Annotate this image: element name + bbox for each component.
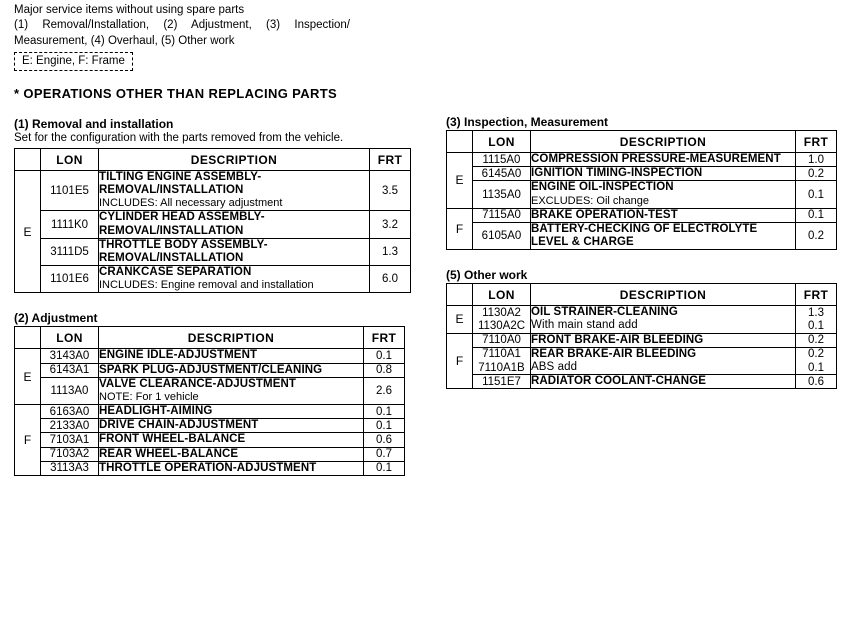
cell-description — [99, 171, 370, 211]
description-main: CYLINDER HEAD ASSEMBLY- REMOVAL/INSTALLATION — [99, 211, 265, 237]
cell-frt: 0.7 — [364, 447, 405, 461]
cell-lon: 1130A2 — [473, 306, 531, 320]
table-row — [15, 433, 405, 447]
cell-lon: 1101E6 — [41, 266, 99, 293]
cell-lon: 6143A1 — [41, 363, 99, 377]
table-header-row — [15, 149, 411, 171]
description-main: CRANKCASE SEPARATION — [99, 266, 252, 279]
column-header-frt: FRT — [796, 131, 837, 153]
table-adjustment — [14, 326, 405, 476]
table-row — [447, 222, 837, 249]
cell-description — [531, 347, 796, 361]
description-main: BRAKE OPERATION-TEST — [531, 208, 678, 221]
cell-description — [531, 153, 796, 167]
table-row — [447, 167, 837, 181]
column-header-group — [447, 284, 473, 306]
table-row — [15, 405, 405, 419]
cell-description — [531, 375, 796, 389]
cell-frt: 0.2 — [796, 167, 837, 181]
cell-frt: 1.3 — [796, 306, 837, 320]
cell-lon: 1135A0 — [473, 181, 531, 208]
cell-frt: 0.2 — [796, 333, 837, 347]
table-body — [15, 171, 411, 293]
description-main: THROTTLE BODY ASSEMBLY- REMOVAL/INSTALLATION — [99, 238, 268, 265]
description-main: FRONT BRAKE-AIR BLEEDING — [531, 333, 704, 346]
group-label-e: E — [15, 349, 41, 405]
cell-lon: 1111K0 — [41, 211, 99, 238]
cell-frt: 0.6 — [796, 375, 837, 389]
cell-description — [531, 167, 796, 181]
cell-lon: 6163A0 — [41, 405, 99, 419]
cell-frt: 0.1 — [364, 419, 405, 433]
description-note: EXCLUDES: Oil change — [531, 194, 649, 207]
table-row — [15, 171, 411, 211]
column-header-group — [15, 327, 41, 349]
cell-lon: 7103A1 — [41, 433, 99, 447]
description-main: FRONT WHEEL-BALANCE — [99, 433, 246, 446]
cell-lon: 7115A0 — [473, 208, 531, 222]
table-row — [447, 347, 837, 361]
column-header-description: DESCRIPTION — [99, 149, 370, 171]
description-main: IGNITION TIMING-INSPECTION — [531, 167, 703, 180]
cell-frt: 0.2 — [796, 347, 837, 361]
section-title-adjustment: (2) Adjustment — [14, 311, 98, 326]
table-row — [15, 266, 411, 293]
table-row — [447, 375, 837, 389]
cell-description — [531, 361, 796, 375]
table-other-work — [446, 283, 837, 389]
intro-block — [14, 3, 350, 71]
intro-line-1: Major service items without using spare parts — [14, 4, 245, 16]
right-column — [446, 115, 838, 389]
cell-lon: 1101E5 — [41, 171, 99, 211]
cell-frt: 0.1 — [796, 208, 837, 222]
description-note: INCLUDES: Engine removal and installation — [99, 279, 314, 292]
table-header-row — [447, 284, 837, 306]
description-note: NOTE: For 1 vehicle — [99, 391, 199, 404]
description-main: TILTING ENGINE ASSEMBLY- REMOVAL/INSTALLATION — [99, 171, 262, 197]
table-row — [15, 461, 405, 475]
group-label-f: F — [15, 405, 41, 476]
description-main: COMPRESSION PRESSURE-MEASUREMENT — [531, 153, 781, 165]
cell-frt: 0.1 — [364, 461, 405, 475]
cell-description — [99, 238, 370, 265]
cell-description — [531, 208, 796, 222]
left-column — [14, 117, 414, 476]
cell-description — [99, 377, 364, 404]
table-row — [15, 447, 405, 461]
intro-line-2: (1) Removal/Installation, (2) Adjustment, (3) Inspection/ — [14, 19, 350, 32]
cell-frt: 1.0 — [796, 153, 837, 167]
cell-description — [99, 461, 364, 475]
section-title-inspection: (3) Inspection, Measurement — [446, 115, 609, 129]
cell-frt: 0.1 — [796, 319, 837, 333]
description-main: SPARK PLUG-ADJUSTMENT/CLEANING — [99, 363, 323, 376]
table-header-row — [15, 327, 405, 349]
group-label-f: F — [447, 333, 473, 389]
cell-description — [531, 306, 796, 320]
cell-description — [99, 363, 364, 377]
description-main: HEADLIGHT-AIMING — [99, 405, 213, 418]
cell-lon: 3143A0 — [41, 349, 99, 363]
cell-description — [531, 333, 796, 347]
cell-frt: 6.0 — [370, 266, 411, 293]
description-main: THROTTLE OPERATION-ADJUSTMENT — [99, 461, 317, 474]
cell-lon: 1130A2C — [473, 319, 531, 333]
section-title-removal: (1) Removal and installation — [14, 117, 174, 131]
column-header-lon: LON — [41, 327, 99, 349]
table-row — [447, 319, 837, 333]
cell-frt: 0.2 — [796, 222, 837, 249]
table-row — [447, 361, 837, 375]
cell-lon: 1151E7 — [473, 375, 531, 389]
cell-frt: 0.1 — [796, 361, 837, 375]
column-header-description: DESCRIPTION — [531, 284, 796, 306]
cell-description — [99, 447, 364, 461]
description-note: INCLUDES: All necessary adjustment — [99, 197, 283, 210]
column-header-frt: FRT — [796, 284, 837, 306]
column-header-lon: LON — [473, 284, 531, 306]
table-row — [447, 208, 837, 222]
cell-description — [531, 181, 796, 208]
cell-frt: 2.6 — [364, 377, 405, 404]
cell-lon: 7103A2 — [41, 447, 99, 461]
table-body — [447, 153, 837, 250]
page-title: * OPERATIONS OTHER THAN REPLACING PARTS — [14, 86, 338, 101]
group-label-e: E — [447, 306, 473, 333]
column-header-group — [447, 131, 473, 153]
column-header-frt: FRT — [364, 327, 405, 349]
description-main: RADIATOR COOLANT-CHANGE — [531, 375, 707, 388]
cell-description — [99, 405, 364, 419]
cell-frt: 1.3 — [370, 238, 411, 265]
cell-lon: 2133A0 — [41, 419, 99, 433]
cell-description — [99, 349, 364, 363]
section-title-other: (5) Other work — [446, 268, 528, 283]
column-header-description: DESCRIPTION — [531, 131, 796, 153]
cell-lon: 3113A3 — [41, 461, 99, 475]
cell-description — [99, 266, 370, 293]
cell-lon: 7110A1 — [473, 347, 531, 361]
table-row — [447, 333, 837, 347]
cell-frt: 3.5 — [370, 171, 411, 211]
column-header-frt: FRT — [370, 149, 411, 171]
column-header-description: DESCRIPTION — [99, 327, 364, 349]
cell-frt: 0.1 — [364, 405, 405, 419]
description-main: ABS add — [531, 361, 578, 374]
cell-lon: 6145A0 — [473, 167, 531, 181]
description-main: VALVE CLEARANCE-ADJUSTMENT — [99, 377, 297, 390]
section-subtitle-removal: Set for the configuration with the parts removed from the vehicle. — [14, 132, 344, 144]
cell-frt: 3.2 — [370, 211, 411, 238]
cell-frt: 0.8 — [364, 363, 405, 377]
column-header-lon: LON — [473, 131, 531, 153]
cell-description — [531, 319, 796, 333]
cell-description — [99, 419, 364, 433]
cell-lon: 7110A1B — [473, 361, 531, 375]
table-row — [15, 419, 405, 433]
cell-lon: 7110A0 — [473, 333, 531, 347]
column-header-group — [15, 149, 41, 171]
table-row — [15, 377, 405, 404]
description-main: REAR BRAKE-AIR BLEEDING — [531, 347, 697, 360]
description-main: REAR WHEEL-BALANCE — [99, 447, 239, 460]
cell-description — [99, 433, 364, 447]
cell-frt: 0.1 — [796, 181, 837, 208]
cell-lon: 1113A0 — [41, 377, 99, 404]
legend-box: E: Engine, F: Frame — [14, 52, 133, 71]
description-main: ENGINE OIL-INSPECTION — [531, 181, 674, 194]
intro-line-3: Measurement, (4) Overhaul, (5) Other work — [14, 34, 235, 47]
table-inspection-measurement — [446, 130, 837, 250]
cell-lon: 3111D5 — [41, 238, 99, 265]
table-row — [447, 153, 837, 167]
group-label-f: F — [447, 208, 473, 250]
description-main: OIL STRAINER-CLEANING — [531, 306, 678, 319]
table-removal-installation — [14, 148, 411, 293]
table-row — [15, 363, 405, 377]
cell-description — [99, 211, 370, 238]
table-row — [447, 306, 837, 320]
table-body — [447, 306, 837, 389]
cell-lon: 6105A0 — [473, 222, 531, 249]
table-header-row — [447, 131, 837, 153]
description-main: With main stand add — [531, 319, 638, 332]
column-header-lon: LON — [41, 149, 99, 171]
table-row — [15, 349, 405, 363]
group-label-e: E — [447, 153, 473, 209]
description-main: BATTERY-CHECKING OF ELECTROLYTE LEVEL & CHARGE — [531, 222, 758, 249]
group-label-e: E — [15, 171, 41, 293]
table-body — [15, 349, 405, 476]
cell-lon: 1115A0 — [473, 153, 531, 167]
table-row — [15, 211, 411, 238]
table-row — [15, 238, 411, 265]
cell-frt: 0.1 — [364, 349, 405, 363]
cell-description — [531, 222, 796, 249]
description-main: DRIVE CHAIN-ADJUSTMENT — [99, 419, 259, 432]
table-row — [447, 181, 837, 208]
cell-frt: 0.6 — [364, 433, 405, 447]
description-main: ENGINE IDLE-ADJUSTMENT — [99, 349, 258, 362]
